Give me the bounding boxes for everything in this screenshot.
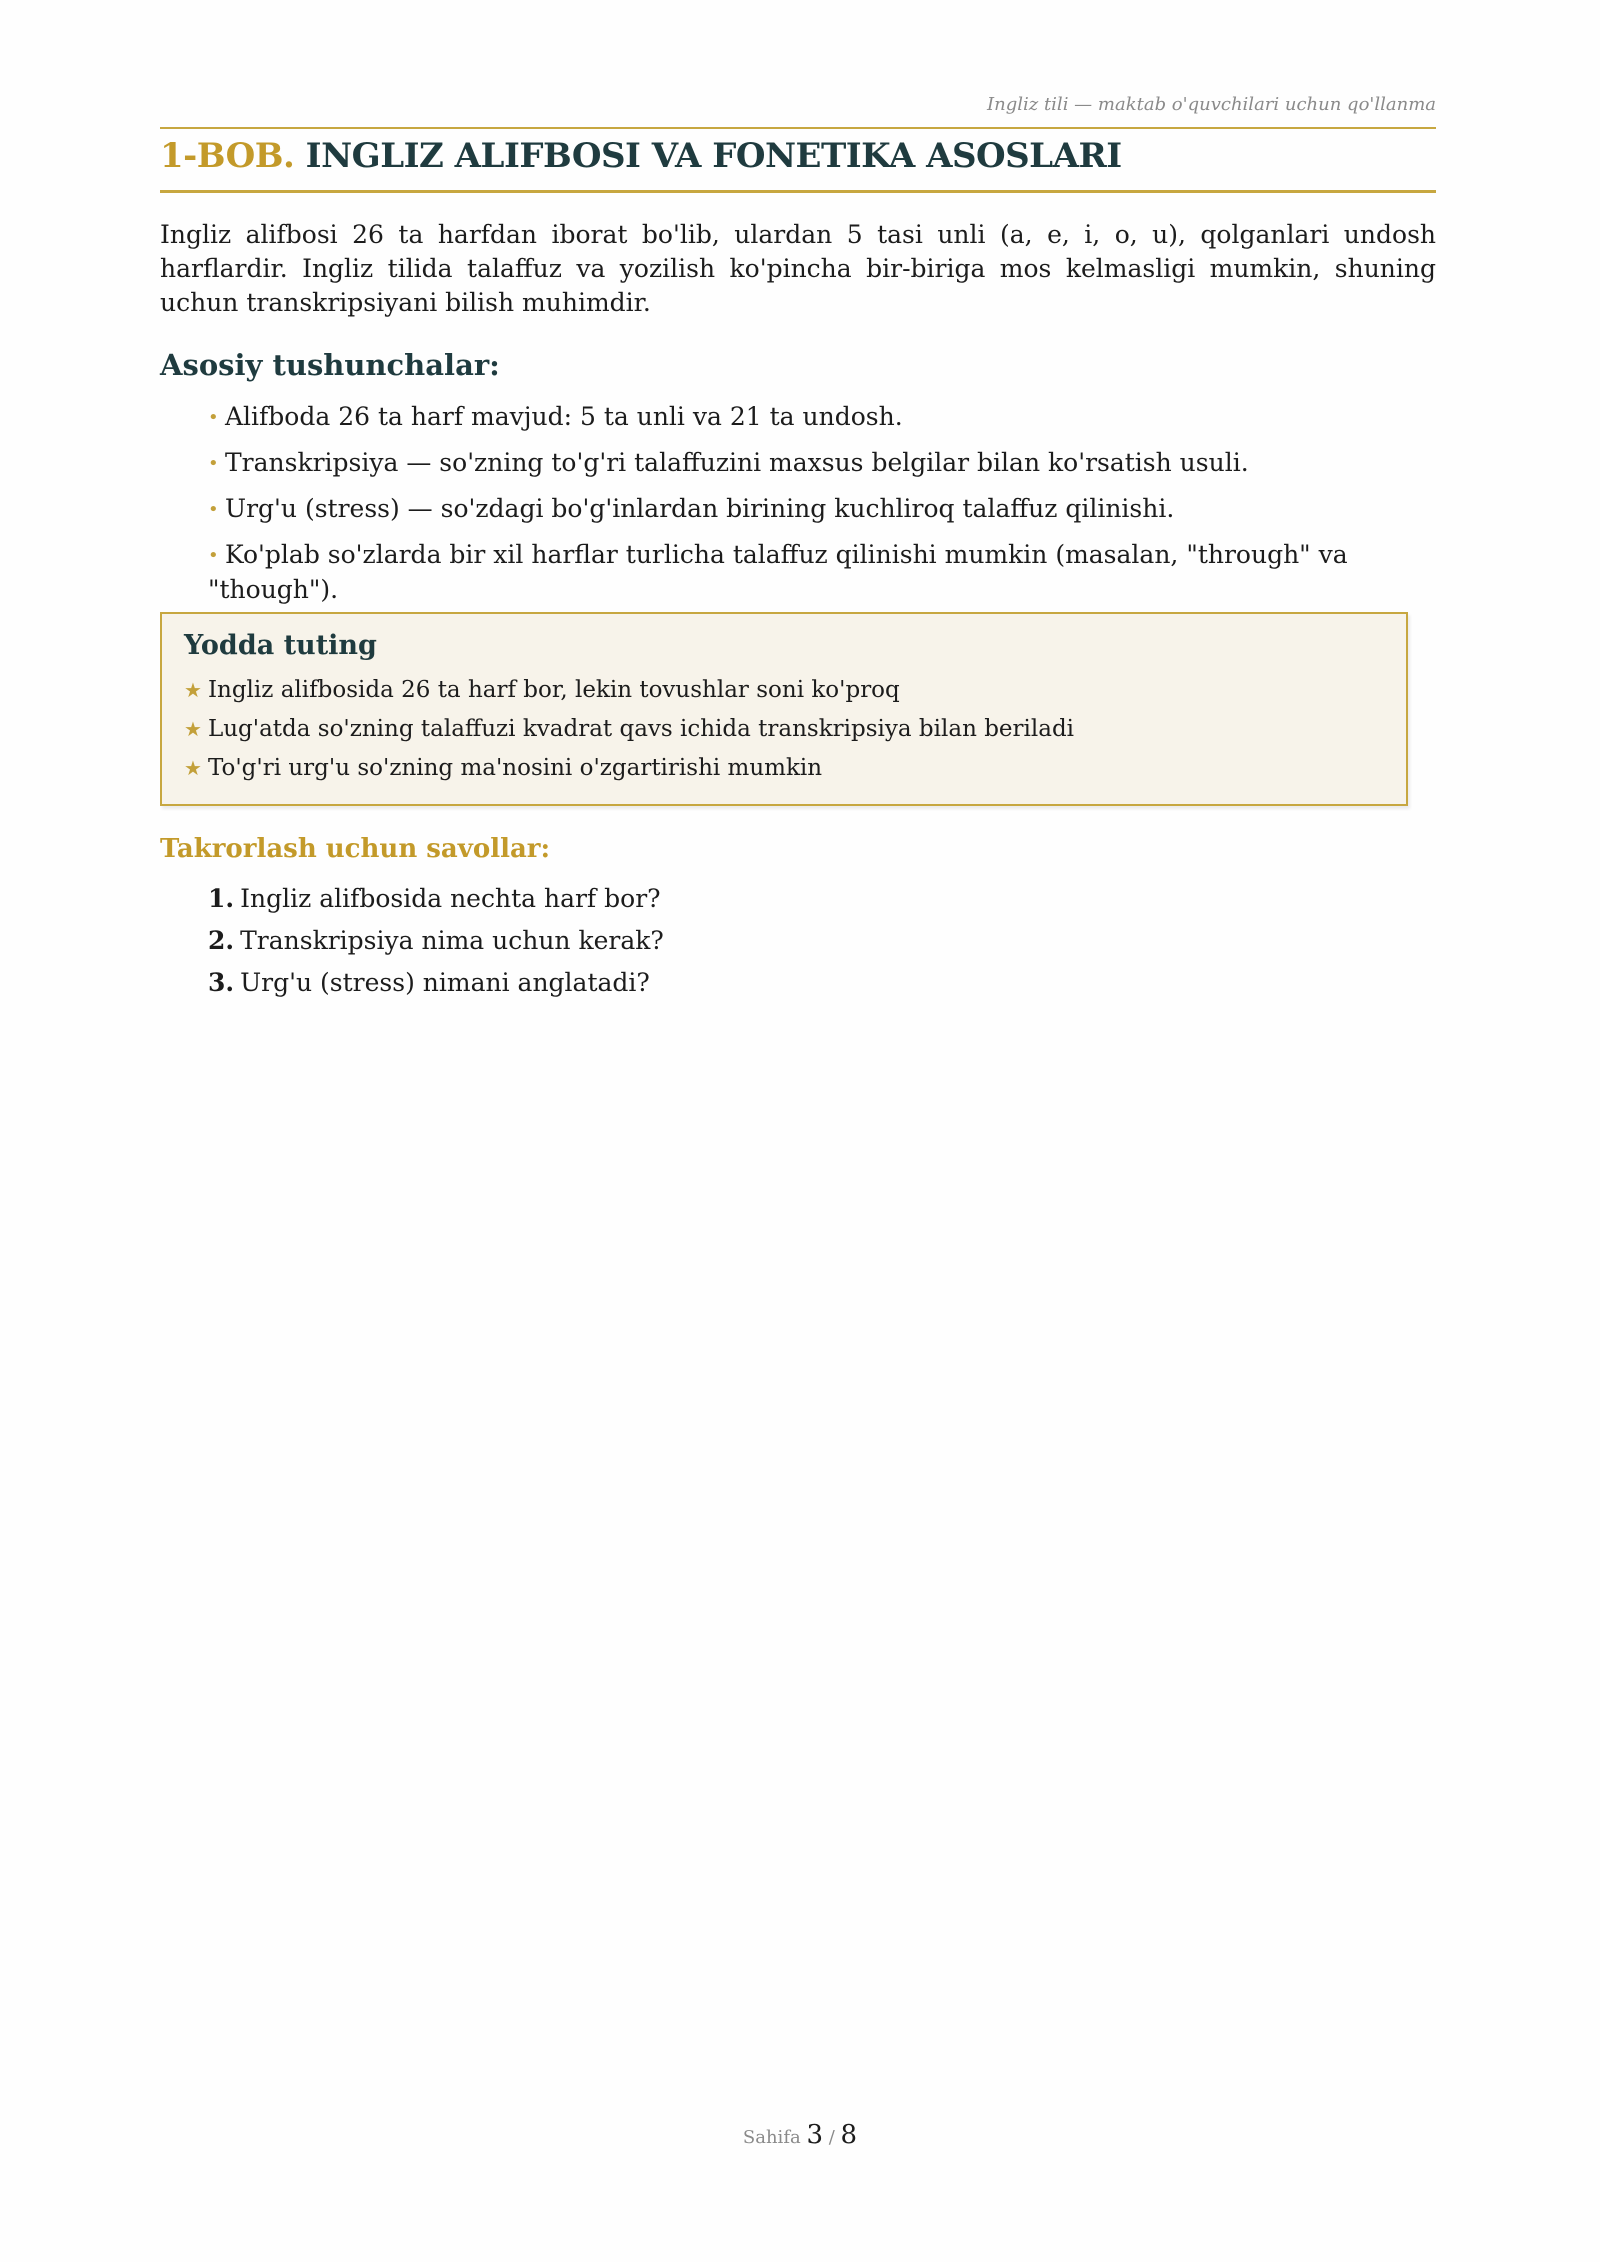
- remember-list: [184, 671, 1384, 788]
- list-item: 1. Ingliz alifbosida nechta harf bor?: [208, 884, 661, 913]
- intro-paragraph: Ingliz alifbosi 26 ta harfdan iborat bo'lib, ulardan 5 tasi unli (a, e, i, o, u), qolganlari undosh harflardir. Ingliz tilida talaffuz va yozilish ko'pincha bir-biriga mos kelmasligi mumkin, shuning uchun transkripsiyani bilish muhimdir.: [160, 220, 1436, 317]
- concepts-heading: Asosiy tushunchalar:: [160, 348, 500, 382]
- concepts-list: [208, 400, 1408, 618]
- chapter-name: INGLIZ ALIFBOSI VA FONETIKA ASOSLARI: [305, 136, 1122, 176]
- list-item: • Urg'u (stress) — so'zdagi bo'g'inlardan birining kuchliroq talaffuz qilinishi.: [208, 492, 1408, 527]
- page-label: Sahifa: [742, 2127, 801, 2148]
- page-footer: [0, 2120, 1600, 2150]
- chapter-number: 1-BOB.: [160, 136, 295, 176]
- review-heading: Takrorlash uchun savollar:: [160, 834, 551, 864]
- chapter-title: [160, 136, 1436, 193]
- list-item: ★ Lug'atda so'zning talaffuzi kvadrat qavs ichida transkripsiya bilan beriladi: [184, 716, 1075, 742]
- star-icon: ★: [184, 756, 202, 780]
- list-item: 3. Urg'u (stress) nimani anglatadi?: [208, 968, 650, 997]
- star-icon: ★: [184, 678, 202, 702]
- remember-title: Yodda tuting: [184, 630, 377, 661]
- page-separator: /: [828, 2127, 835, 2148]
- bullet-dot-icon: •: [208, 499, 219, 520]
- list-item: ★ To'g'ri urg'u so'zning ma'nosini o'zgartirishi mumkin: [184, 755, 823, 781]
- star-icon: ★: [184, 717, 202, 741]
- running-header: Ingliz tili — maktab o'quvchilari uchun qo'llanma: [160, 94, 1436, 129]
- current-page-number: 3: [806, 2120, 823, 2150]
- bullet-dot-icon: •: [208, 453, 219, 474]
- list-item: 2. Transkripsiya nima uchun kerak?: [208, 926, 664, 955]
- bullet-dot-icon: •: [208, 407, 219, 428]
- bullet-dot-icon: •: [208, 545, 219, 566]
- questions-list: [208, 878, 1408, 1004]
- total-pages: 8: [840, 2120, 858, 2150]
- list-item: ★ Ingliz alifbosida 26 ta harf bor, lekin tovushlar soni ko'proq: [184, 677, 900, 703]
- remember-box: [160, 612, 1408, 806]
- list-item: • Ko'plab so'zlarda bir xil harflar turlicha talaffuz qilinishi mumkin (masalan, "through" va "though").: [208, 540, 1348, 604]
- list-item: • Transkripsiya — so'zning to'g'ri talaffuzini maxsus belgilar bilan ko'rsatish usuli.: [208, 446, 1408, 481]
- list-item: • Alifboda 26 ta harf mavjud: 5 ta unli va 21 ta undosh.: [208, 400, 1408, 435]
